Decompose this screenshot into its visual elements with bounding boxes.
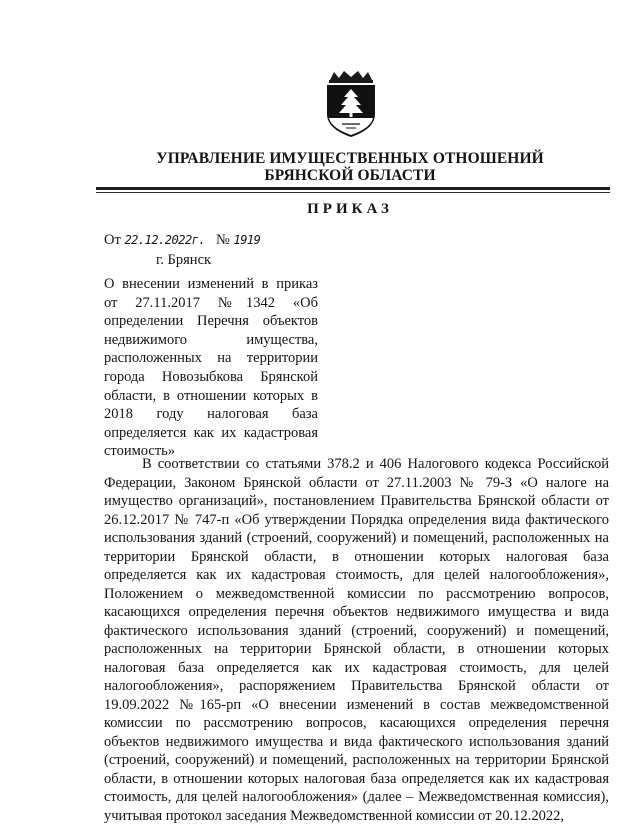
date-prefix: От — [104, 232, 121, 248]
order-subject: О внесении изменений в приказ от 27.11.2017 №1342 «Об определении Перечня объектов недвижимого имущества, расположенных на территории города Новозыбкова Брянской области, в отношении которых в 2018 году налоговая база определяется как их кадастровая стоимость» — [104, 276, 318, 460]
header-divider-thick — [96, 187, 610, 190]
date-number-line — [104, 232, 260, 249]
organization-name-line2: БРЯНСКОЙ ОБЛАСТИ — [264, 167, 436, 184]
body-paragraph: В соответствии со статьями 378.2 и 406 Налогового кодекса Российской Федерации, Законом Брянской области от 27.11.2003 № 79-З «О налоге на имущество организаций», постановлением Правительства Брянской области от 26.12.2017 № 747-п «Об утверждении Порядка определения вида фактического использования зданий (строений, сооружений) и помещений, расположенных на территории Брянской области, в отношении которых налоговая база определяется как их кадастровая стоимость, для целей налогообложения», Положением о межведомственной комиссии по рассмотрению вопросов, касающихся определения перечня объектов недвижимого имущества и вида фактического использования зданий (строений, сооружений) и помещений, расположенных на территории Брянской области, в отношении которых налоговая база определяется как их кадастровая стоимость, для целей налогообложения», распоряжением Правительства Брянской области от 19.09.2022 №165-рп «О внесении изменений в состав межведомственной комиссии по рассмотрению вопросов, касающихся определения перечня объектов недвижимого имущества и вида фактического использования зданий (строений, сооружений) и помещений, расположенных на территории Брянской области, в отношении которых налоговая база определяется как их кадастровая стоимость, для целей налогообложения» (далее – Межведомственная комиссия), учитывая протокол заседания Межведомственной комиссии от 20.12.2022, — [104, 456, 609, 824]
document-type-title: ПРИКАЗ — [307, 201, 393, 217]
city-label: г. Брянск — [156, 252, 212, 268]
handwritten-date: 22.12.2022г. — [124, 233, 206, 247]
coat-of-arms-icon — [322, 70, 380, 138]
organization-name-line1: УПРАВЛЕНИЕ ИМУЩЕСТВЕННЫХ ОТНОШЕНИЙ — [156, 150, 544, 167]
header-divider-thin — [96, 192, 610, 193]
number-prefix: № — [216, 232, 230, 248]
handwritten-number: 1919 — [233, 233, 261, 247]
